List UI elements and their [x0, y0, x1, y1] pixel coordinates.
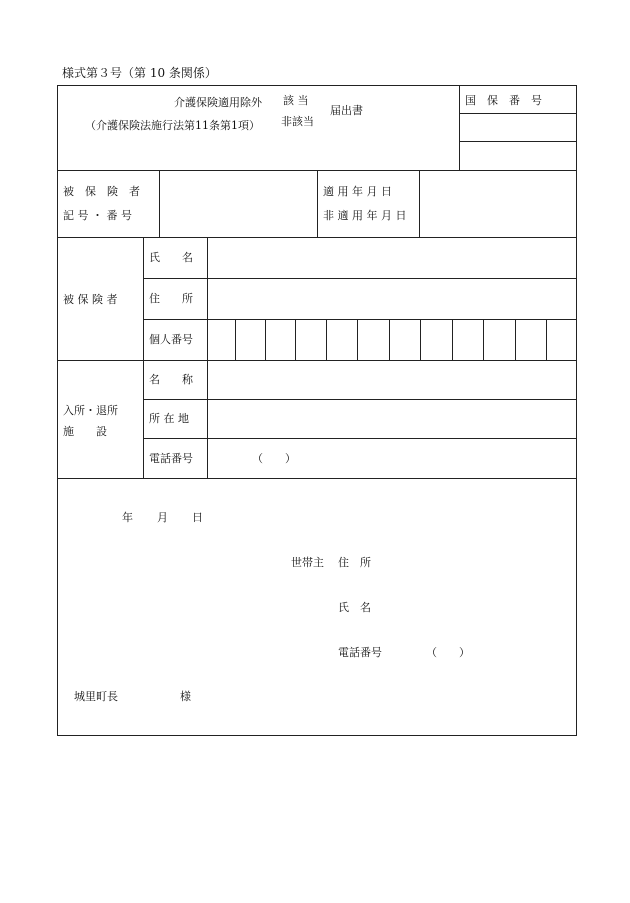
household-name-label: 氏 名 — [338, 601, 371, 614]
personal-number-field[interactable] — [210, 322, 574, 358]
facility-location-label: 所 在 地 — [149, 412, 189, 425]
divider-insured-number-value — [317, 170, 318, 237]
title-suffix: 届出書 — [330, 104, 363, 117]
household-phone-label: 電話番号 — [338, 646, 382, 659]
divider-national-number — [459, 113, 577, 114]
facility-phone-paren: （ ） — [252, 452, 296, 465]
title-main: 介護保険適用除外 — [174, 96, 262, 109]
facility-phone-label: 電話番号 — [149, 452, 193, 465]
honorific: 様 — [180, 690, 191, 703]
divider-facility-section — [57, 478, 577, 479]
facility-phone-field[interactable] — [210, 441, 574, 475]
form-number: 様式第３号（第 10 条関係） — [62, 66, 217, 80]
household-phone-paren: （ ） — [426, 646, 470, 659]
date-month: 月 — [157, 511, 168, 524]
addressee: 城里町長 — [74, 690, 118, 703]
facility-name-label: 名 称 — [149, 373, 193, 386]
option-not-applicable: 非該当 — [281, 115, 314, 128]
divider-facility-name — [143, 399, 577, 400]
name-label: 氏 名 — [149, 251, 193, 264]
divider-address — [143, 319, 577, 320]
insured-number-field[interactable] — [162, 173, 314, 234]
personal-number-label: 個人番号 — [149, 333, 193, 346]
address-field[interactable] — [210, 281, 574, 317]
national-insurance-number-label: 国 保 番 号 — [465, 94, 542, 107]
facility-group-label-line2: 施 設 — [63, 425, 107, 438]
household-address-label: 住 所 — [338, 556, 371, 569]
date-year: 年 — [122, 511, 133, 524]
facility-location-field[interactable] — [210, 402, 574, 436]
divider-group-label — [143, 237, 144, 478]
applicable-date-field[interactable] — [422, 173, 574, 234]
facility-group-label-line1: 入所・退所 — [63, 404, 118, 417]
national-insurance-number-field[interactable] — [462, 117, 574, 137]
name-field[interactable] — [210, 240, 574, 276]
option-applicable: 該 当 — [283, 94, 309, 107]
divider-header-vertical — [459, 85, 460, 170]
divider-field-label — [207, 237, 208, 478]
divider-facility-location — [143, 438, 577, 439]
insured-number-label-line1: 被 保 険 者 — [63, 185, 140, 198]
facility-name-field[interactable] — [210, 363, 574, 397]
title-sub: （介護保険法施行法第11条第1項） — [85, 119, 260, 132]
applicable-date-label: 適 用 年 月 日 — [323, 185, 392, 198]
insured-number-label-line2: 記 号 ・ 番 号 — [63, 209, 132, 222]
address-label: 住 所 — [149, 292, 193, 305]
divider-insured-section — [57, 360, 577, 361]
divider-name — [143, 278, 577, 279]
household-head-label: 世帯主 — [291, 556, 324, 569]
not-applicable-date-label: 非 適 用 年 月 日 — [323, 209, 407, 222]
divider-insured-number — [57, 237, 577, 238]
insured-group-label: 被 保 険 者 — [63, 293, 118, 306]
divider-date-label — [419, 170, 420, 237]
date-day: 日 — [192, 511, 203, 524]
divider-national-number-bottom — [459, 141, 577, 142]
divider-insured-number-label — [159, 170, 160, 237]
